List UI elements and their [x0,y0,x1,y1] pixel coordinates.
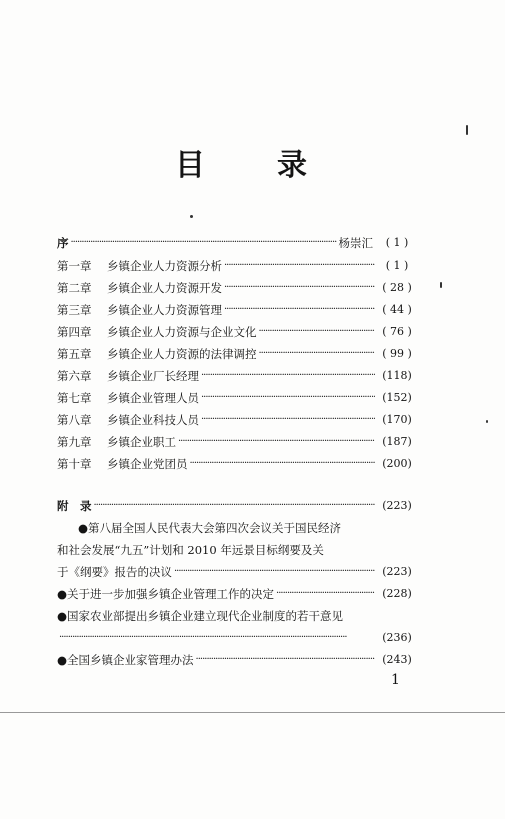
appendix-item-title: ●关于进一步加强乡镇企业管理工作的决定 [57,587,275,601]
preface-author: 杨崇汇 [338,236,373,250]
chapter-number: 第四章 [57,325,92,339]
chapter-number: 第十章 [57,457,92,471]
appendix-item-line: ●第八届全国人民代表大会第四次会议关于国民经济 [78,521,342,535]
scan-speck [440,282,442,288]
toc-row [57,628,417,648]
toc-row [57,344,417,364]
appendix-item-line: 和社会发展“九五”计划和 2010 年远景目标纲要及关 [57,543,324,557]
chapter-number: 第三章 [57,303,92,317]
chapter-title: 乡镇企业人力资源开发 [107,281,222,295]
appendix-item-title: ●全国乡镇企业家管理办法 [57,653,194,667]
chapter-title: 乡镇企业人力资源分析 [107,259,222,273]
toc-page-number: (200) [382,457,412,470]
toc-page-number: ( 28 ) [382,281,412,294]
leader-dots [59,628,375,648]
toc-row [57,432,417,452]
chapter-title: 乡镇企业人力资源管理 [107,303,222,317]
chapter-number: 第一章 [57,259,92,273]
toc-page-number: ( 1 ) [385,236,409,249]
toc-page-number: (236) [382,631,412,644]
toc-row-appendix [57,496,417,516]
toc-page-number: ( 76 ) [382,325,412,338]
toc-page-number: (223) [382,565,412,578]
toc-row [57,300,417,320]
toc-row [57,584,417,604]
toc-page-number: ( 99 ) [382,347,412,360]
toc-page-number: (187) [382,435,412,448]
scan-speck [466,125,468,135]
toc-row [57,650,417,670]
chapter-title: 乡镇企业管理人员 [107,391,199,405]
toc-page-number: (118) [382,369,412,382]
toc-row [57,278,417,298]
preface-label: 序 [57,236,69,250]
scan-edge-line [0,712,505,713]
chapter-title: 乡镇企业职工 [107,435,176,449]
leader-dots [190,454,376,474]
toc-row [57,410,417,430]
toc-page-number: (228) [382,587,412,600]
chapter-number: 第二章 [57,281,92,295]
chapter-title: 乡镇企业人力资源的法律调控 [107,347,257,361]
toc-page-number: (152) [382,391,412,404]
page-title [0,140,505,183]
toc-row [57,322,417,342]
chapter-title: 乡镇企业科技人员 [107,413,199,427]
leader-dots [201,410,375,430]
toc-row [57,562,417,582]
page-number: 1 [391,672,400,688]
appendix-item-title: 于《纲要》报告的决议 [57,565,172,579]
leader-dots [201,366,375,386]
scan-speck [486,420,488,423]
scan-speck [190,215,193,218]
toc-row [57,454,417,474]
leader-dots [224,278,375,298]
chapter-title: 乡镇企业厂长经理 [107,369,199,383]
leader-dots [71,233,337,253]
leader-dots [178,432,375,452]
leader-dots [94,496,376,516]
leader-dots [259,344,376,364]
toc-row [57,256,417,276]
toc-row [57,366,417,386]
toc-page-number: (170) [382,413,412,426]
toc-page-number: (223) [382,499,412,512]
appendix-item-title: ●国家农业部提出乡镇企业建立现代企业制度的若干意见 [57,609,344,623]
chapter-number: 第七章 [57,391,92,405]
leader-dots [259,322,376,342]
leader-dots [196,650,375,670]
appendix-label: 附 录 [57,499,92,513]
leader-dots [276,584,375,604]
title-char-1: 目 [175,148,205,183]
leader-dots [174,562,375,582]
chapter-number: 第九章 [57,435,92,449]
toc-page-number: ( 1 ) [385,259,409,272]
chapter-number: 第五章 [57,347,92,361]
title-char-2: 录 [277,148,307,183]
toc-page-number: ( 44 ) [382,303,412,316]
chapter-number: 第六章 [57,369,92,383]
leader-dots [224,300,375,320]
chapter-title: 乡镇企业人力资源与企业文化 [107,325,257,339]
toc-row-preface [57,233,417,253]
chapter-title: 乡镇企业党团员 [107,457,188,471]
leader-dots [201,388,375,408]
chapter-number: 第八章 [57,413,92,427]
toc-page-number: (243) [382,653,412,666]
leader-dots [224,256,375,276]
toc-row [57,388,417,408]
